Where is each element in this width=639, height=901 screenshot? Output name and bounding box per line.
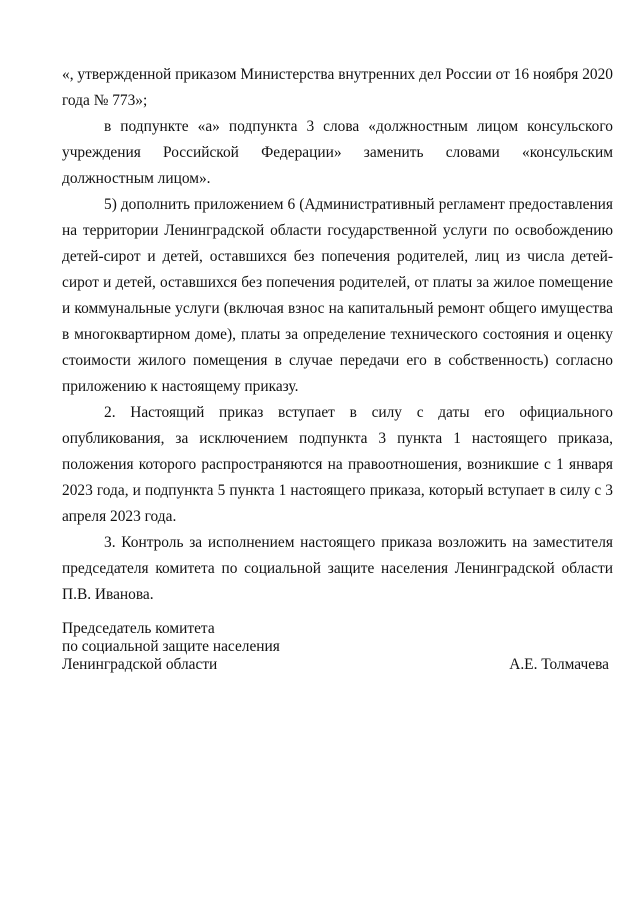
signature-title-line-1: Председатель комитета <box>62 620 215 637</box>
paragraph-control: 3. Контроль за исполнением настоящего приказа возложить на заместителя председателя комитета по социальной защите населения Ленинградской области П.В. Иванова. <box>62 534 613 603</box>
signatory-name: А.Е. Толмачева <box>509 656 609 673</box>
paragraph-consular-official: в подпункте «а» подпункта 3 слова «должностным лицом консульского учреждения Российской Федерации» заменить словами «консульским должностным лицом». <box>62 118 613 187</box>
signature-row <box>62 656 613 674</box>
paragraph-entry-into-force: 2. Настоящий приказ вступает в силу с даты его официального опубликования, за исключением подпункта 3 пункта 1 настоящего приказа, положения которого распространяются на правоотношения, возникшие с 1 января 2023 года, и подпункта 5 пункта 1 настоящего приказа, который вступает в силу с 3 апреля 2023 года. <box>62 404 613 525</box>
paragraph-appendix-6: 5) дополнить приложением 6 (Административный регламент предоставления на территории Ленинградской области государственной услуги по освобождению детей-сирот и детей, оставшихся без попечения родителей, лиц из числа детей-сирот и детей, оставшихся без попечения родителей, от платы за жилое помещение и коммунальные услуги (включая взнос на капитальный ремонт общего имущества в многоквартирном доме), платы за определение технического состояния и оценку стоимости жилого помещения в случае передачи его в собственность) согласно приложению к настоящему приказу. <box>62 196 613 395</box>
paragraph-continuation: «, утвержденной приказом Министерства внутренних дел России от 16 ноября 2020 года № 773»; <box>62 66 613 109</box>
signature-block <box>62 620 613 674</box>
signature-title-line-2: по социальной защите населения <box>62 638 280 655</box>
signature-title-line-3: Ленинградской области <box>62 656 218 673</box>
document-body <box>62 62 613 608</box>
